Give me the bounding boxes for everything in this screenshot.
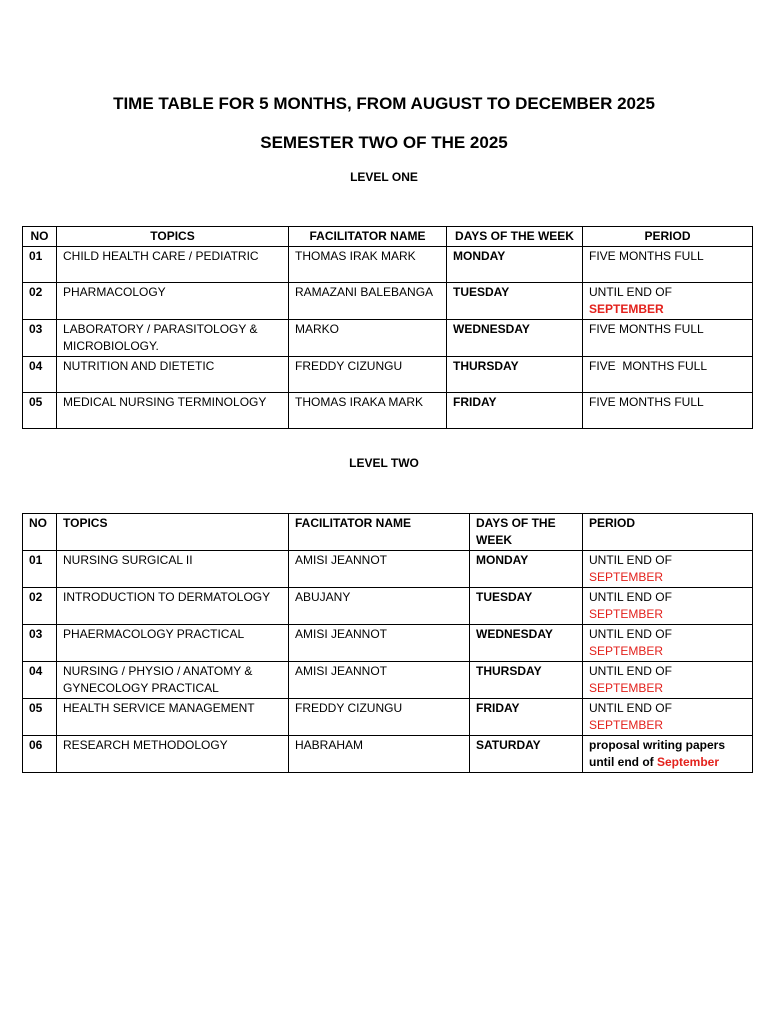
row-number: 03 — [23, 320, 57, 357]
row-number: 02 — [23, 283, 57, 320]
period-highlight: SEPTEMBER — [589, 570, 664, 584]
row-period — [583, 320, 753, 357]
period-text: UNTIL END OF — [589, 627, 672, 641]
row-day: THURSDAY — [447, 357, 583, 393]
table-header-row — [23, 227, 753, 247]
row-number: 04 — [23, 662, 57, 699]
row-topic: HEALTH SERVICE MANAGEMENT — [57, 699, 289, 736]
row-facilitator: THOMAS IRAK MARK — [289, 247, 447, 283]
row-facilitator: FREDDY CIZUNGU — [289, 357, 447, 393]
row-topic: NURSING SURGICAL II — [57, 551, 289, 588]
row-day: TUESDAY — [447, 283, 583, 320]
column-header-no: NO — [23, 514, 57, 551]
row-period — [583, 283, 753, 320]
row-period — [583, 662, 753, 699]
page-title: TIME TABLE FOR 5 MONTHS, FROM AUGUST TO DECEMBER 2025 — [113, 94, 655, 113]
row-period — [583, 699, 753, 736]
level-one-table — [22, 226, 753, 429]
column-header-facilitator: FACILITATOR NAME — [289, 514, 470, 551]
table-row — [23, 588, 753, 625]
row-number: 03 — [23, 625, 57, 662]
column-header-topics: TOPICS — [57, 514, 289, 551]
period-text: UNTIL END OF — [589, 285, 672, 299]
row-facilitator: HABRAHAM — [289, 736, 470, 773]
table-row — [23, 625, 753, 662]
row-topic: NURSING / PHYSIO / ANATOMY & GYNECOLOGY PRACTICAL — [57, 662, 289, 699]
period-text: UNTIL END OF — [589, 701, 672, 715]
table-row — [23, 662, 753, 699]
table-row — [23, 283, 753, 320]
row-period — [583, 551, 753, 588]
row-day: WEDNESDAY — [470, 625, 583, 662]
period-highlight: SEPTEMBER — [589, 607, 664, 621]
table-row — [23, 393, 753, 429]
column-header-days: DAYS OF THE WEEK — [470, 514, 583, 551]
row-facilitator: AMISI JEANNOT — [289, 551, 470, 588]
row-day: MONDAY — [447, 247, 583, 283]
period-highlight: SEPTEMBER — [589, 302, 664, 316]
row-number: 05 — [23, 393, 57, 429]
row-facilitator: FREDDY CIZUNGU — [289, 699, 470, 736]
row-number: 04 — [23, 357, 57, 393]
row-number: 01 — [23, 247, 57, 283]
table-row — [23, 551, 753, 588]
row-topic: MEDICAL NURSING TERMINOLOGY — [57, 393, 289, 429]
row-number: 05 — [23, 699, 57, 736]
row-facilitator: AMISI JEANNOT — [289, 662, 470, 699]
period-text: FIVE MONTHS FULL — [589, 395, 704, 409]
row-day: WEDNESDAY — [447, 320, 583, 357]
page-subtitle: SEMESTER TWO OF THE 2025 — [260, 133, 508, 152]
row-facilitator: RAMAZANI BALEBANGA — [289, 283, 447, 320]
period-highlight: SEPTEMBER — [589, 644, 664, 658]
row-facilitator: ABUJANY — [289, 588, 470, 625]
row-number: 01 — [23, 551, 57, 588]
row-day: FRIDAY — [447, 393, 583, 429]
period-text: UNTIL END OF — [589, 553, 672, 567]
row-facilitator: AMISI JEANNOT — [289, 625, 470, 662]
table-row — [23, 699, 753, 736]
table-row — [23, 736, 753, 773]
row-facilitator: THOMAS IRAKA MARK — [289, 393, 447, 429]
row-day: TUESDAY — [470, 588, 583, 625]
row-day: MONDAY — [470, 551, 583, 588]
row-day: FRIDAY — [470, 699, 583, 736]
row-period — [583, 357, 753, 393]
row-number: 06 — [23, 736, 57, 773]
period-highlight: SEPTEMBER — [589, 681, 664, 695]
row-number: 02 — [23, 588, 57, 625]
row-topic: INTRODUCTION TO DERMATOLOGY — [57, 588, 289, 625]
row-period — [583, 247, 753, 283]
row-topic: PHARMACOLOGY — [57, 283, 289, 320]
row-day: THURSDAY — [470, 662, 583, 699]
level-one-label: LEVEL ONE — [350, 170, 418, 184]
period-text: UNTIL END OF — [589, 590, 672, 604]
period-text: UNTIL END OF — [589, 664, 672, 678]
column-header-days: DAYS OF THE WEEK — [447, 227, 583, 247]
level-two-table — [22, 513, 753, 773]
table-row — [23, 247, 753, 283]
level-two-label: LEVEL TWO — [349, 456, 419, 470]
table-header-row — [23, 514, 753, 551]
column-header-period: PERIOD — [583, 227, 753, 247]
row-period — [583, 588, 753, 625]
period-text: FIVE MONTHS FULL — [589, 359, 708, 373]
row-topic: NUTRITION AND DIETETIC — [57, 357, 289, 393]
period-highlight: SEPTEMBER — [589, 718, 664, 732]
row-day: SATURDAY — [470, 736, 583, 773]
period-highlight: September — [657, 755, 720, 769]
table-row — [23, 357, 753, 393]
column-header-period: PERIOD — [583, 514, 753, 551]
period-text: FIVE MONTHS FULL — [589, 322, 704, 336]
row-topic: PHAERMACOLOGY PRACTICAL — [57, 625, 289, 662]
table-row — [23, 320, 753, 357]
row-topic: CHILD HEALTH CARE / PEDIATRIC — [57, 247, 289, 283]
row-period — [583, 736, 753, 773]
column-header-topics: TOPICS — [57, 227, 289, 247]
row-topic: RESEARCH METHODOLOGY — [57, 736, 289, 773]
period-text: proposal writing papers until end of — [589, 738, 726, 769]
row-period — [583, 625, 753, 662]
row-period — [583, 393, 753, 429]
row-topic: LABORATORY / PARASITOLOGY & MICROBIOLOGY. — [57, 320, 289, 357]
column-header-no: NO — [23, 227, 57, 247]
period-text: FIVE MONTHS FULL — [589, 249, 704, 263]
column-header-facilitator: FACILITATOR NAME — [289, 227, 447, 247]
row-facilitator: MARKO — [289, 320, 447, 357]
